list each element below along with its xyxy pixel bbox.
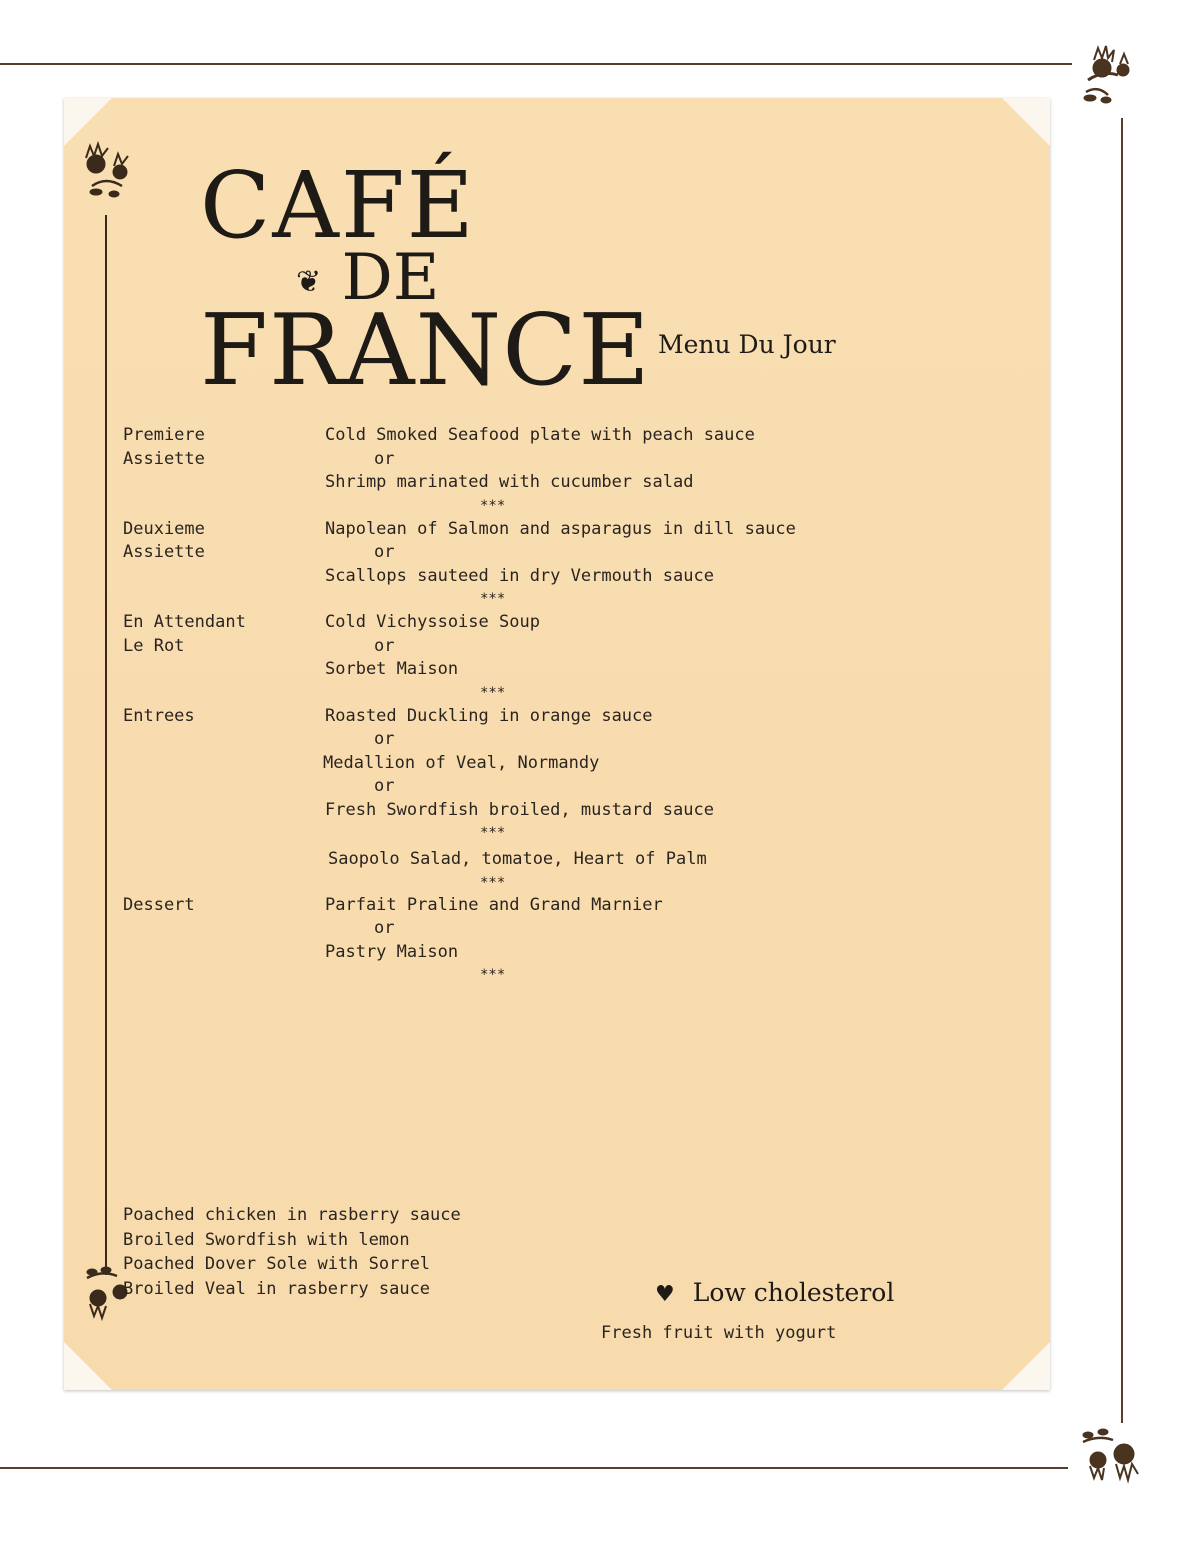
stars-separator: ***	[480, 825, 506, 841]
photo-corner-bottom-left	[64, 1342, 112, 1390]
course-row	[0, 942, 1000, 966]
course-row	[0, 472, 1000, 496]
course-row	[0, 895, 1000, 919]
stars-separator: ***	[480, 497, 506, 514]
dish: Roasted Duckling in orange sauce	[325, 705, 653, 726]
thistle-ornament-menu-top-left	[74, 140, 144, 206]
course-label: Dessert	[123, 894, 195, 915]
thistle-ornament-top-right	[1068, 40, 1146, 110]
course-row	[0, 965, 1000, 989]
course-row	[0, 566, 1000, 590]
frame-bottom-line	[0, 1467, 1068, 1469]
course-label: Entrees	[123, 705, 195, 726]
dish: Scallops sauteed in dry Vermouth sauce	[325, 565, 714, 586]
course-row	[0, 776, 1000, 800]
course-label: Premiere	[123, 425, 205, 445]
courses-list	[0, 425, 1000, 989]
or-separator: or	[374, 729, 395, 749]
list-item: Broiled Veal in rasberry sauce	[123, 1278, 431, 1299]
dish: Parfait Praline and Grand Marnier	[325, 894, 663, 915]
fresh-fruit-note: Fresh fruit with yogurt	[601, 1323, 837, 1343]
course-label: Le Rot	[123, 635, 185, 656]
dish: Medallion of Veal, Normandy	[323, 752, 600, 773]
or-separator: or	[374, 542, 395, 562]
logo-thistle-icon: ❦	[296, 264, 322, 300]
low-cholesterol-list	[123, 1203, 461, 1301]
dish: Shrimp marinated with cucumber salad	[325, 472, 694, 492]
stars-separator: ***	[480, 591, 506, 607]
dish: Fresh Swordfish broiled, mustard sauce	[325, 799, 714, 820]
dish: Cold Smoked Seafood plate with peach sauce	[325, 425, 755, 445]
course-label: Deuxieme	[123, 518, 205, 539]
list-item: Poached chicken in rasberry sauce	[123, 1205, 461, 1225]
course-row	[0, 918, 1000, 942]
thistle-ornament-bottom-right	[1068, 1420, 1146, 1492]
stars-separator: ***	[480, 874, 506, 891]
course-row	[0, 589, 1000, 612]
dish: Cold Vichyssoise Soup	[325, 612, 540, 632]
cafe-de-france-logo	[200, 152, 651, 408]
or-separator: or	[374, 448, 395, 469]
course-row	[0, 823, 1000, 849]
course-label: Assiette	[123, 448, 205, 469]
course-row	[0, 496, 1000, 519]
course-row	[0, 849, 1000, 873]
course-row	[0, 800, 1000, 824]
menu-title: Menu Du Jour	[658, 330, 836, 359]
course-row	[0, 612, 1000, 636]
dish: Saopolo Salad, tomatoe, Heart of Palm	[328, 849, 707, 869]
course-row	[0, 729, 1000, 753]
logo-line-cafe: CAFÉ	[200, 152, 476, 259]
course-row	[0, 519, 1000, 543]
course-row	[0, 425, 1000, 449]
course-row	[0, 449, 1000, 473]
course-row	[0, 683, 1000, 706]
photo-corner-bottom-right	[1002, 1342, 1050, 1390]
photo-corner-top-left	[64, 98, 112, 146]
photo-corner-top-right	[1002, 98, 1050, 146]
course-row	[0, 873, 1000, 895]
course-row	[0, 753, 1000, 777]
course-row	[0, 659, 1000, 683]
course-row	[0, 542, 1000, 566]
low-cholesterol-legend	[655, 1278, 894, 1307]
list-item: Broiled Swordfish with lemon	[123, 1229, 410, 1250]
course-label: Assiette	[123, 542, 205, 562]
course-row	[0, 636, 1000, 660]
dish: Sorbet Maison	[325, 659, 459, 679]
course-label: En Attendant	[123, 612, 246, 632]
heart-icon: ♥	[655, 1282, 675, 1307]
stars-separator: ***	[480, 967, 506, 983]
low-cholesterol-label: Low cholesterol	[692, 1278, 895, 1307]
stars-separator: ***	[480, 684, 506, 701]
frame-right-line	[1121, 118, 1123, 1423]
dish: Pastry Maison	[325, 941, 459, 962]
logo-line-france: FRANCE	[200, 294, 651, 408]
frame-top-line	[0, 63, 1072, 65]
list-item: Poached Dover Sole with Sorrel	[123, 1254, 431, 1274]
course-row	[0, 706, 1000, 730]
or-separator: or	[374, 635, 395, 656]
logo-line-de: ❦ DE	[296, 241, 440, 315]
or-separator: or	[374, 918, 395, 938]
dish: Napolean of Salmon and asparagus in dill sauce	[325, 518, 796, 539]
or-separator: or	[374, 776, 395, 796]
